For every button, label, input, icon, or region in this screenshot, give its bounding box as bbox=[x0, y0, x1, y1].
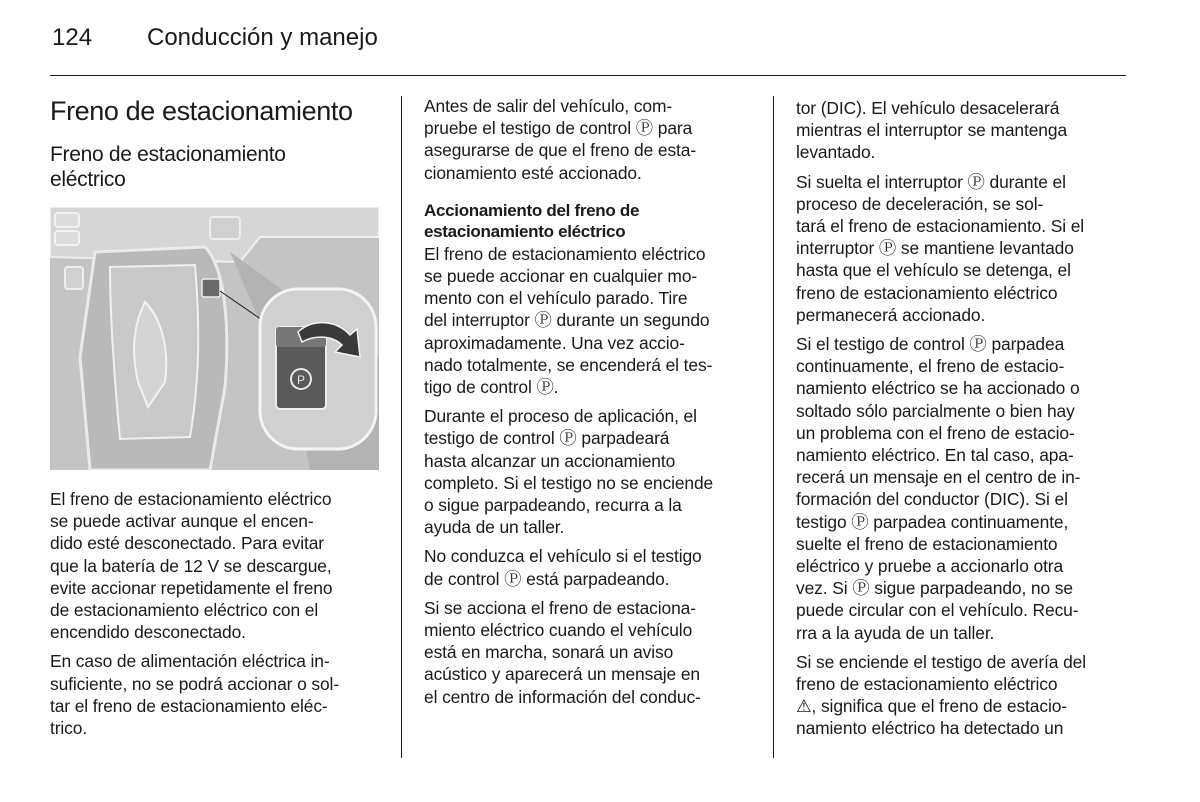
header-divider bbox=[50, 75, 1126, 76]
switch-symbol: P bbox=[296, 373, 306, 387]
c2-subheading: Accionamiento del freno de estacionamiento eléctrico bbox=[424, 200, 640, 242]
c3-paragraph-3: Si el testigo de control Ⓟ parpadea continuamente, el freno de estacio- namiento eléctrico se ha accionado o soltado sólo parcialmente o bien hay un problema con el freno de estacio- namiento eléctrico. En tal caso, apa- recerá un mensaje en el centro de in- formación del conductor (DIC). Si el testigo Ⓟ parpadea continuamente, suelte el freno de estacionamiento eléctrico y pruebe a accionarlo otra vez. Si Ⓟ sigue parpadeando, no se puede circular con el vehículo. Recu- rra a la ayuda de un taller. bbox=[796, 334, 1081, 643]
parking-brake-figure bbox=[50, 207, 379, 470]
page-number: 124 bbox=[52, 24, 93, 51]
c2-intro: Antes de salir del vehículo, com- pruebe el testigo de control Ⓟ para asegurarse de que el freno de esta- cionamiento esté accionado. bbox=[424, 96, 697, 183]
c2-paragraph-3: No conduzca el vehículo si el testigo de control Ⓟ está parpadeando. bbox=[424, 546, 702, 589]
c3-paragraph-1: tor (DIC). El vehículo desacelerará mientras el interruptor se mantenga levantado. bbox=[796, 98, 1068, 163]
column-1 bbox=[50, 95, 384, 746]
column-2 bbox=[424, 95, 756, 715]
c2-paragraph-2: Durante el proceso de aplicación, el testigo de control Ⓟ parpadeará hasta alcanzar un accionamiento completo. Si el testigo no se enciende o sigue parpadeando, recurra a la ayuda de un taller. bbox=[424, 406, 714, 538]
c1-paragraph-1: El freno de estacionamiento eléctrico se puede activar aunque el encen- dido esté desconectado. Para evitar que la batería de 12 V se descargue, evite accionar repetidamente el freno de estacionamiento eléctrico con el encendido desconectado. bbox=[50, 489, 333, 643]
sub-heading: Freno de estacionamiento eléctrico bbox=[50, 143, 286, 191]
section-title: Conducción y manejo bbox=[147, 24, 378, 51]
c1-paragraph-2: En caso de alimentación eléctrica in- suficiente, no se podrá accionar o sol- tar el freno de estacionamiento eléc- trico. bbox=[50, 651, 340, 739]
main-heading: Freno de estacionamiento bbox=[50, 96, 353, 126]
c2-paragraph-4: Si se acciona el freno de estaciona- miento eléctrico cuando el vehículo está en marcha, sonará un aviso acústico y aparecerá un mensaje en el centro de información del conduc- bbox=[424, 597, 701, 707]
column-divider-1 bbox=[401, 96, 402, 758]
parking-brake-switch-illustration bbox=[50, 207, 379, 470]
column-divider-2 bbox=[773, 96, 774, 758]
c2-paragraph-1: El freno de estacionamiento eléctrico se puede accionar en cualquier mo- mento con el vehículo parado. Tire del interruptor Ⓟ durante un segundo aproximadamente. Una vez accio- nado totalmente, se encenderá el tes- tigo de control Ⓟ. bbox=[424, 243, 713, 398]
column-3 bbox=[796, 97, 1130, 747]
c3-paragraph-2: Si suelta el interruptor Ⓟ durante el proceso de deceleración, se sol- tará el freno de estacionamiento. Si el interruptor Ⓟ se mantiene levantado hasta que el vehículo se detenga, el freno de estacionamiento eléctrico permanecerá accionado. bbox=[796, 171, 1085, 325]
c3-paragraph-4: Si se enciende el testigo de avería del freno de estacionamiento eléctrico ⚠, significa que el freno de estacio- namiento eléctrico ha detectado un bbox=[796, 651, 1087, 739]
